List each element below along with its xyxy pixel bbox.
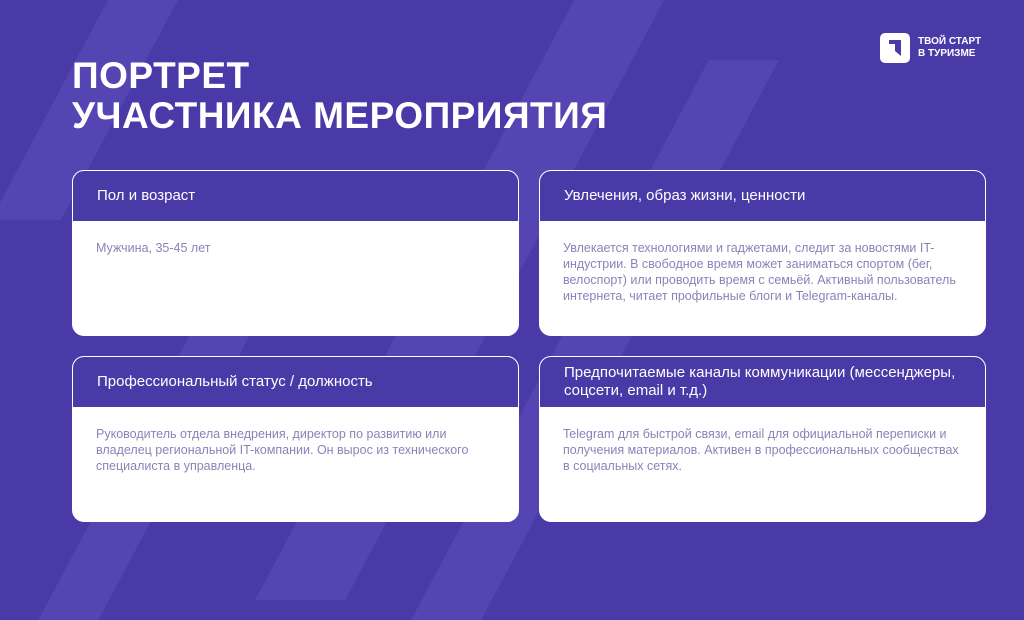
card-communication-channels: [539, 356, 986, 522]
brand-logo: [880, 33, 981, 63]
card-title: Предпочитаемые каналы коммуникации (мессенджеры, соцсети, email и т.д.): [539, 356, 986, 408]
card-text: Руководитель отдела внедрения, директор по развитию или владелец региональной IT-компании. Он вырос из технического специалиста в управленца.: [96, 427, 469, 473]
card-title: Профессиональный статус / должность: [72, 356, 519, 408]
card-text: Мужчина, 35-45 лет: [96, 241, 211, 255]
title-line-2: УЧАСТНИКА МЕРОПРИЯТИЯ: [72, 95, 608, 136]
page-title: [72, 56, 607, 136]
card-title: Пол и возраст: [72, 170, 519, 222]
card-hobbies-lifestyle: [539, 170, 986, 336]
card-professional-status: [72, 356, 519, 522]
flag-logo-icon: [880, 33, 910, 63]
title-line-1: ПОРТРЕТ: [72, 55, 250, 96]
brand-name-line-2: В ТУРИЗМЕ: [918, 48, 976, 59]
card-text: Увлекается технологиями и гаджетами, следит за новостями IT-индустрии. В свободное время может заниматься спортом (бег, велоспорт) или проводить время с семьёй. Активный пользователь интернета, читает профильные блоги и Telegram-каналы.: [563, 241, 956, 303]
card-text: Telegram для быстрой связи, email для официальной переписки и получения материалов. Активен в профессиональных сообществах в социальных сетях.: [563, 427, 959, 473]
brand-name: [918, 36, 981, 60]
brand-name-line-1: ТВОЙ СТАРТ: [918, 36, 982, 47]
card-title: Увлечения, образ жизни, ценности: [539, 170, 986, 222]
card-gender-age: [72, 170, 519, 336]
